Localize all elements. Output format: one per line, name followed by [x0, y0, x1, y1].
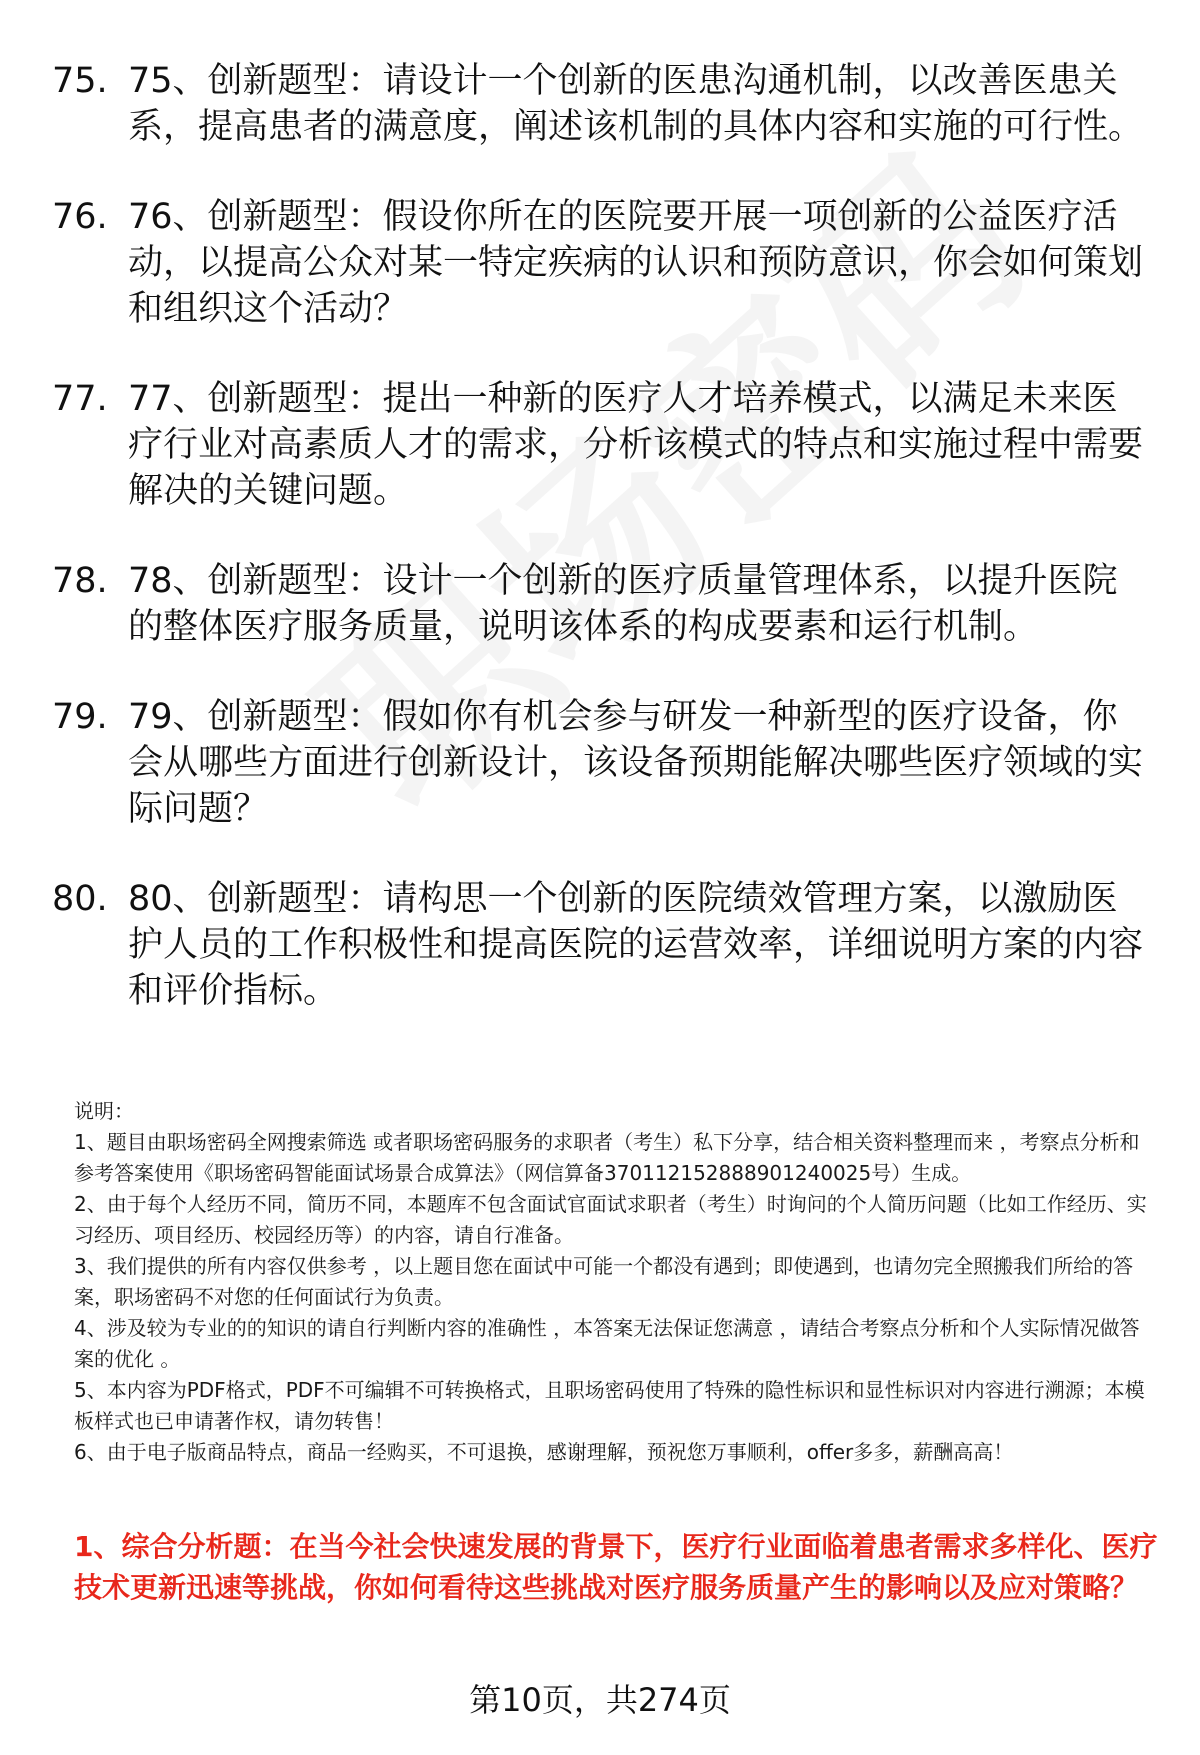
- question-text: 79、创新题型：假如你有机会参与研发一种新型的医疗设备，你会从哪些方面进行创新设计，该设备预期能解决哪些医疗领域的实际问题？: [128, 697, 1144, 829]
- question-number: 78.: [52, 561, 108, 601]
- highlight-question: 1、综合分析题：在当今社会快速发展的背景下，医疗行业面临着患者需求多样化、医疗技术更新迅速等挑战，你如何看待这些挑战对医疗服务质量产生的影响以及应对策略？: [74, 1530, 1158, 1604]
- question-text: 78、创新题型：设计一个创新的医疗质量管理体系，以提升医院的整体医疗服务质量，说明该体系的构成要素和运行机制。: [128, 561, 1118, 647]
- page-number: 第10页，共274页: [469, 1681, 731, 1719]
- note-item: 3、我们提供的所有内容仅供参考 ，以上题目您在面试中可能一个都没有遇到；即使遇到，也请勿完全照搬我们所给的答案，职场密码不对您的任何面试行为负责。: [74, 1254, 1134, 1309]
- question-text: 77、创新题型：提出一种新的医疗人才培养模式，以满足未来医疗行业对高素质人才的需求，分析该模式的特点和实施过程中需要解决的关键问题。: [128, 379, 1144, 511]
- question-number: 76.: [52, 197, 108, 237]
- note-item: 6、由于电子版商品特点，商品一经购买，不可退换，感谢理解，预祝您万事顺利，offer多多，薪酬高高！: [74, 1440, 1014, 1464]
- question-item: [52, 694, 1152, 832]
- notes-heading: 说明：: [74, 1099, 134, 1123]
- note-item: 4、涉及较为专业的的知识的请自行判断内容的准确性 ，本答案无法保证您满意 ，请结合考察点分析和个人实际情况做答案的优化 。: [74, 1316, 1140, 1371]
- question-number: 75.: [52, 61, 108, 101]
- notes-section: [74, 1096, 1154, 1468]
- question-item: [52, 876, 1152, 1014]
- note-item: 5、本内容为PDF格式，PDF不可编辑不可转换格式，且职场密码使用了特殊的隐性标识和显性标识对内容进行溯源；本模板样式也已申请著作权，请勿转售！: [74, 1378, 1145, 1433]
- question-item: [52, 376, 1152, 514]
- question-number: 79.: [52, 697, 108, 737]
- question-number: 80.: [52, 879, 108, 919]
- question-text: 76、创新题型：假设你所在的医院要开展一项创新的公益医疗活动，以提高公众对某一特定疾病的认识和预防意识，你会如何策划和组织这个活动？: [128, 197, 1144, 329]
- note-item: 1、题目由职场密码全网搜索筛选 或者职场密码服务的求职者（考生）私下分享，结合相关资料整理而来 ，考察点分析和参考答案使用《职场密码智能面试场景合成算法》（网信算备370112152888901240025号）生成。: [74, 1130, 1140, 1185]
- question-item: [52, 194, 1152, 332]
- question-list: [52, 58, 1152, 1058]
- question-item: [52, 58, 1152, 150]
- question-text: 75、创新题型：请设计一个创新的医患沟通机制，以改善医患关系，提高患者的满意度，阐述该机制的具体内容和实施的可行性。: [128, 61, 1144, 147]
- question-number: 77.: [52, 379, 108, 419]
- question-text: 80、创新题型：请构思一个创新的医院绩效管理方案，以激励医护人员的工作积极性和提高医院的运营效率，详细说明方案的内容和评价指标。: [128, 879, 1144, 1011]
- note-item: 2、由于每个人经历不同，简历不同，本题库不包含面试官面试求职者（考生）时询问的个人简历问题（比如工作经历、实习经历、项目经历、校园经历等）的内容，请自行准备。: [74, 1192, 1147, 1247]
- question-item: [52, 558, 1152, 650]
